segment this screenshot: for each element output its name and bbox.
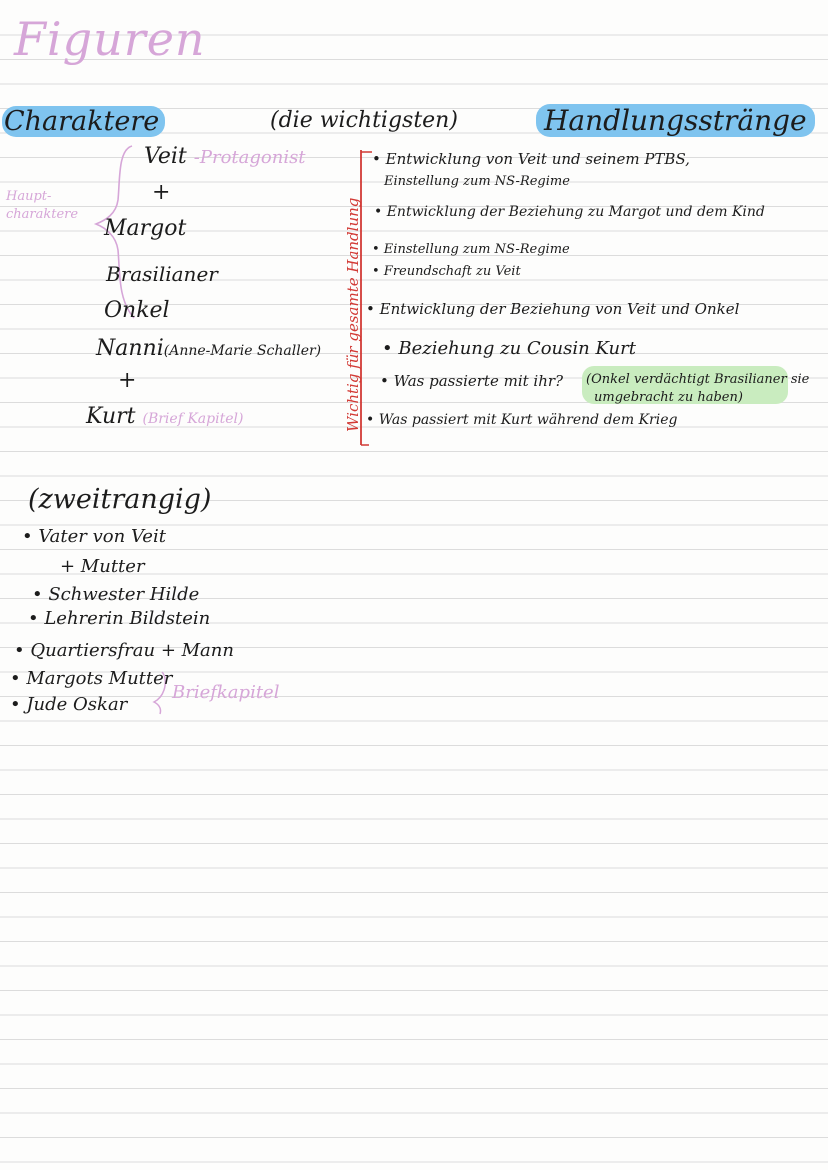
characters-subtitle: (die wichtigsten) bbox=[270, 108, 458, 133]
character-veit bbox=[144, 144, 306, 169]
character-name: Veit bbox=[144, 144, 187, 169]
plotline-item: • Was passiert mit Kurt während dem Krieg bbox=[366, 412, 678, 428]
plotline-item: Einstellung zum NS-Regime bbox=[384, 174, 570, 189]
secondary-item: • Vater von Veit bbox=[22, 526, 166, 547]
character-name: Nanni bbox=[96, 336, 164, 361]
character-note: (Brief Kapitel) bbox=[142, 411, 244, 427]
secondary-item: • Margots Mutter bbox=[10, 668, 173, 689]
secondary-item: • Schwester Hilde bbox=[32, 584, 200, 605]
characters-heading: Charaktere bbox=[2, 106, 165, 137]
plotline-note: (Onkel verdächtigt Brasilianer sie bbox=[586, 372, 810, 387]
secondary-item: • Lehrerin Bildstein bbox=[28, 608, 211, 629]
plotlines-side-label: Wichtig für gesamte Handlung bbox=[344, 197, 362, 432]
character-plus: + bbox=[152, 180, 171, 205]
secondary-item: • Jude Oskar bbox=[10, 694, 128, 715]
main-characters-label: Haupt-charaktere bbox=[6, 189, 79, 222]
character-kurt bbox=[86, 404, 243, 429]
plotline-note: umgebracht zu haben) bbox=[594, 390, 743, 405]
character-note: -Protagonist bbox=[193, 147, 306, 168]
character-name: Kurt bbox=[86, 404, 136, 429]
secondary-item: • Quartiersfrau + Mann bbox=[14, 640, 234, 661]
plotline-item: • Entwicklung der Beziehung zu Margot und dem Kind bbox=[374, 204, 765, 220]
plotline-item: • Einstellung zum NS-Regime bbox=[372, 242, 570, 257]
page-title: Figuren bbox=[14, 12, 206, 66]
brief-note: Briefkapitel bbox=[172, 682, 280, 703]
character-onkel: Onkel bbox=[104, 298, 170, 323]
plotline-item: • Entwicklung der Beziehung von Veit und Onkel bbox=[366, 300, 740, 318]
plotline-item: • Freundschaft zu Veit bbox=[372, 264, 521, 279]
character-note: (Anne-Marie Schaller) bbox=[163, 343, 322, 359]
secondary-item: + Mutter bbox=[60, 556, 145, 577]
character-margot: Margot bbox=[104, 216, 187, 241]
plotlines-heading: Handlungsstränge bbox=[536, 104, 815, 137]
character-nanni bbox=[96, 336, 321, 361]
plotline-item: • Entwicklung von Veit und seinem PTBS, bbox=[372, 150, 690, 168]
plotline-item: • Was passierte mit ihr? bbox=[380, 372, 564, 390]
secondary-heading: (zweitrangig) bbox=[28, 484, 212, 515]
character-plus: + bbox=[118, 368, 137, 393]
plotline-item: • Beziehung zu Cousin Kurt bbox=[382, 338, 636, 359]
character-brasilianer: Brasilianer bbox=[106, 262, 218, 286]
